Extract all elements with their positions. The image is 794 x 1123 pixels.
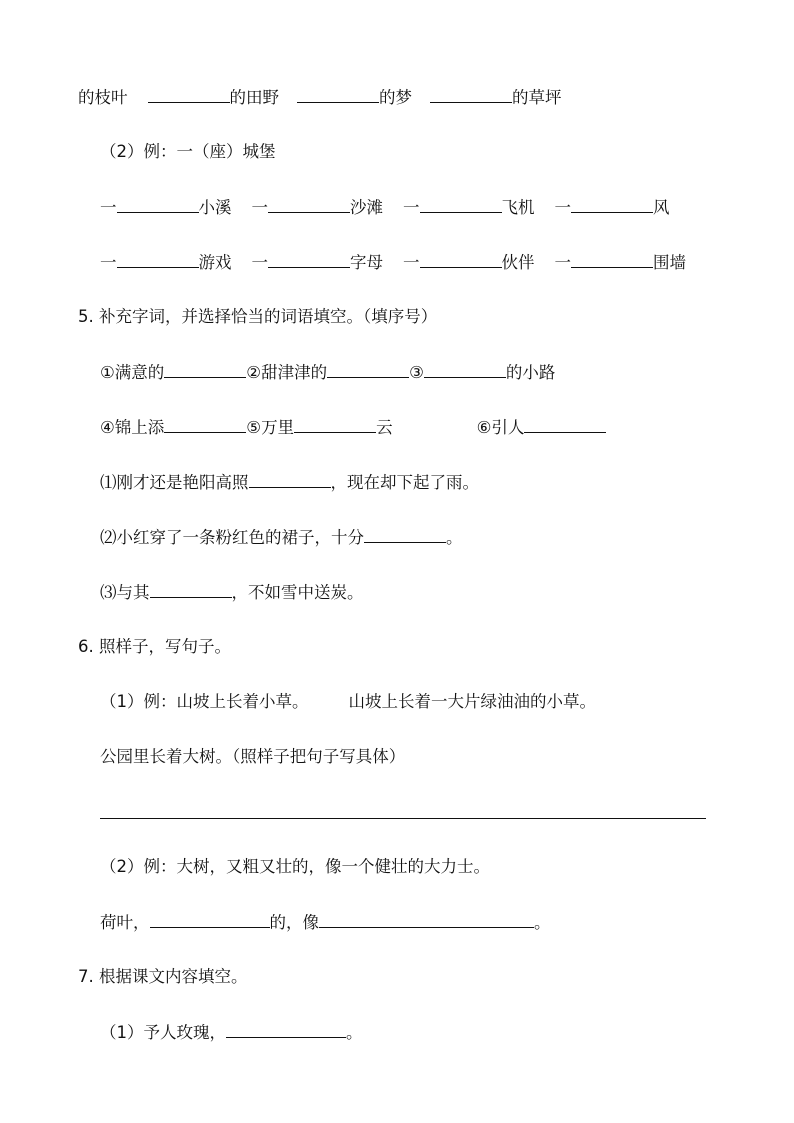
blank[interactable] xyxy=(424,361,506,378)
q6-example-1: （1）例：山坡上长着小草。 山坡上长着一大片绿油油的小草。 xyxy=(100,692,596,711)
blank[interactable] xyxy=(524,416,606,433)
blank[interactable] xyxy=(420,196,502,213)
text-meng: 的梦 xyxy=(379,88,412,107)
measure-row-2: 一 游戏 一 字母 一 伙伴 一 围墙 xyxy=(100,253,686,272)
blank[interactable] xyxy=(297,86,379,103)
q6-example-2: （2）例：大树，又粗又壮的，像一个健壮的大力士。 xyxy=(100,857,490,876)
blank[interactable] xyxy=(150,911,270,928)
blank[interactable] xyxy=(319,911,534,928)
q5-sentence-2: ⑵小红穿了一条粉红色的裙子，十分 。 xyxy=(100,528,463,547)
q4-2-label: （2）例：一（座）城堡 xyxy=(100,142,276,161)
blank[interactable] xyxy=(164,361,246,378)
q5-options-row-1: ①满意的 ②甜津津的 ③ 的小路 xyxy=(100,363,556,382)
text-zhiye: 的枝叶 xyxy=(78,88,128,107)
blank[interactable] xyxy=(249,471,331,488)
blank[interactable] xyxy=(226,1021,346,1038)
q5-title: 5. 补充字词，并选择恰当的词语填空。（填序号） xyxy=(78,307,438,326)
q7-title: 7. 根据课文内容填空。 xyxy=(78,967,248,986)
text-tianye: 的田野 xyxy=(229,88,279,107)
blank[interactable] xyxy=(430,86,512,103)
q6-task-2: 荷叶， 的，像 。 xyxy=(100,913,551,932)
answer-line[interactable] xyxy=(100,818,706,819)
q7-item-1: （1）予人玫瑰， 。 xyxy=(100,1023,363,1042)
blank[interactable] xyxy=(268,196,350,213)
blank[interactable] xyxy=(571,251,653,268)
blank[interactable] xyxy=(117,196,199,213)
blank[interactable] xyxy=(268,251,350,268)
measure-row-1: 一 小溪 一 沙滩 一 飞机 一 风 xyxy=(100,198,670,217)
blank[interactable] xyxy=(148,86,230,103)
text-caoping: 的草坪 xyxy=(512,88,562,107)
fill-row-1 xyxy=(78,86,562,109)
blank[interactable] xyxy=(327,361,409,378)
q5-sentence-3: ⑶与其 ，不如雪中送炭。 xyxy=(100,583,364,602)
q5-options-row-2: ④锦上添 ⑤万里 云 ⑥引人 xyxy=(100,416,606,439)
blank[interactable] xyxy=(164,416,246,433)
blank[interactable] xyxy=(571,196,653,213)
blank[interactable] xyxy=(117,251,199,268)
q6-task-1: 公园里长着大树。（照样子把句子写具体） xyxy=(100,747,406,766)
blank[interactable] xyxy=(294,416,376,433)
blank[interactable] xyxy=(420,251,502,268)
blank[interactable] xyxy=(364,526,446,543)
blank[interactable] xyxy=(150,581,232,598)
q5-sentence-1: ⑴刚才还是艳阳高照 ，现在却下起了雨。 xyxy=(100,473,479,492)
q6-title: 6. 照样子，写句子。 xyxy=(78,637,231,656)
